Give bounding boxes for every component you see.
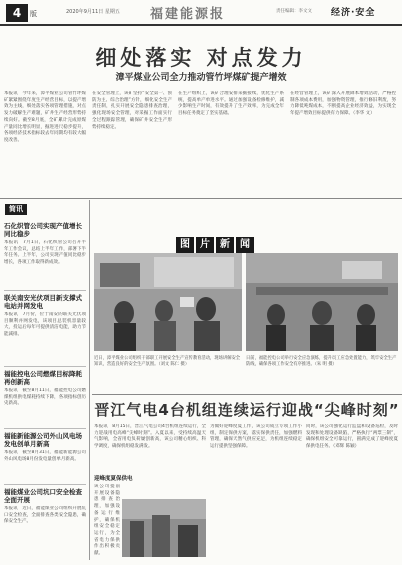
photo-left-image <box>94 253 242 351</box>
picture-news-char: 闻 <box>236 237 254 253</box>
briefs-column-rule <box>89 200 90 560</box>
brief-title: 福能控电公司燃煤目标降耗再创新高 <box>4 370 82 386</box>
lead-headline: 细处落实 对点发力 <box>95 45 307 70</box>
section-title: 经济·安全 <box>331 8 376 18</box>
brief-body: 本报讯 截至8月31日，福能新能源公司外山风电场8月份发电量创单月新高。 <box>4 450 86 462</box>
masthead <box>0 0 402 26</box>
lower-photo <box>122 499 206 557</box>
lead-subheadline: 漳平煤业公司全力推动管竹坪煤矿提产增效 <box>115 73 287 83</box>
photo-caption-left: 近日，漳平煤业公司组织干部职工开展安全生产宣传教育活动，现场讲解安全知识，营造良好的安全生产氛围。（刘文 陈仁 摄） <box>94 356 241 368</box>
picture-news-char: 片 <box>196 237 214 253</box>
brief-title: 福能新能源公司外山风电场发电创单月新高 <box>4 432 82 448</box>
lower-photo-image <box>122 499 206 557</box>
brief-separator <box>4 290 86 291</box>
page-number: 4 <box>6 4 28 22</box>
news-photo-left <box>94 253 242 351</box>
brief-body: 本报讯 近日，福能煤业公司组织开展坑口安全检查，全面排查各类安全隐患，确保安全生产。 <box>4 506 86 525</box>
lower-column-2: 为做好迎峰度夏工作，该公司成立专项工作小组，制定保供方案，落实保供责任，加强燃料管理，确保天然气供应充足，为机组连续稳定运行提供坚强保障。 <box>210 424 302 450</box>
section-divider <box>0 198 402 199</box>
brief-body: 本报讯 7月1日，石化织管公司召开半年工作会议，总结上半年工作，部署下半年任务。上半年，公司实现产值同比稳步增长，各项工作取得新成效。 <box>4 240 86 266</box>
picture-news-label <box>176 232 306 250</box>
briefs-label: 简讯 <box>5 204 27 215</box>
editor-line: 责任编辑：李文文 <box>276 9 312 14</box>
brief-body: 本报讯 截至8月11日，福能控电公司燃煤机组供电煤耗持续下降，各项指标创历史新高。 <box>4 388 86 407</box>
brief-title: 联关南安光伏项目新支撑式电站并网发电 <box>4 294 82 310</box>
news-photo-right <box>246 253 398 351</box>
lead-column-3: 在生产组织上，该矿合理安排采掘接续，优化生产系统，提高单产单进水平。通过加强设备检修维护，减少影响生产时间，有效提升了生产效率，为完成全年目标任务奠定了坚实基础。 <box>178 91 284 117</box>
lower-divider <box>92 394 402 395</box>
brief-separator <box>4 484 86 485</box>
lower-column-1: 本报讯 8月15日，晋江气电公司4台机组连续运行，全力迎战用电高峰“尖峰时刻”。入夏以来，受持续高温天气影响，全省用电负荷屡创新高，该公司精心组织、科学调度，确保机组稳发满发。 <box>94 424 206 450</box>
paper-name: 福建能源报 <box>150 7 226 22</box>
brief-separator <box>4 428 86 429</box>
lower-column-3: 同时，该公司强化运行监盘和设备巡检，及时发现和处理设备缺陷，严格执行“两票三制”，确保机组安全可靠运行，圆满完成了迎峰度夏保供电任务。（邓辉 陈颖） <box>306 424 398 450</box>
lead-column-4: 在经营管理上，该矿深入开展降本增效活动，严格控制各项成本费用，加强物资管理，推行修旧利废，努力降低吨煤成本，不断提高企业经济效益，为实现全年提产增效目标提供有力保障。（李华 文） <box>290 91 396 117</box>
brief-body: 本报讯 7月份，位于南安的联关光伏项目顺利并网发电，该项目总装机容量较大，投运后每年可提供清洁电能，助力节能减排。 <box>4 312 86 338</box>
edition-label: 版 <box>30 10 37 18</box>
picture-news-char: 图 <box>176 237 194 253</box>
photo-caption-right: 日前，福能控电公司举行安全应急演练，提升员工应急处置能力，筑牢安全生产防线，确保各项工作安全有序推进。（朱 明 摄） <box>246 356 397 368</box>
photo-right-image <box>246 253 398 351</box>
issue-date: 2020年9月11日 星期五 <box>66 9 120 15</box>
masthead-rule <box>0 24 402 26</box>
lower-subtitle: 迎峰度夏保供电 <box>94 476 133 482</box>
lead-column-1: 本报讯 今年来，漳平煤业公司管竹坪煤矿紧紧围绕年度生产经营目标，以提产增效为主线，细处落实各项管理措施，对点发力破解生产难题，矿井生产经营形势持续向好。截至8月底，全矿累计完成原煤产量同比增长明显，掘进进尺稳步提升，各项经济技术指标较去年同期均有较大幅度改善。 <box>4 91 86 143</box>
picture-news-char: 新 <box>216 237 234 253</box>
brief-title: 福能煤业公司坑口安全检查全面开展 <box>4 488 82 504</box>
lower-headline: 晋江气电4台机组连续运行迎战“尖峰时刻” <box>94 401 400 419</box>
lead-column-2: 在安全管理上，该矿坚持“安全第一、预防为主、综合治理”方针，细化安全生产责任制，扎实开展安全隐患排查治理，强化现场安全管理，对采掘工作面实行全过程跟踪管理，确保矿井安全生产形势持续稳定。 <box>92 91 172 130</box>
brief-title: 石化织管公司实现产值增长同比稳步 <box>4 222 82 238</box>
brief-separator <box>4 366 86 367</box>
lower-column-1b: 该公司提前开展设备隐患排查治理，加强设备运行维护，确保机组安全稳定运行，为全省电力保供作出积极贡献。 <box>94 484 120 557</box>
